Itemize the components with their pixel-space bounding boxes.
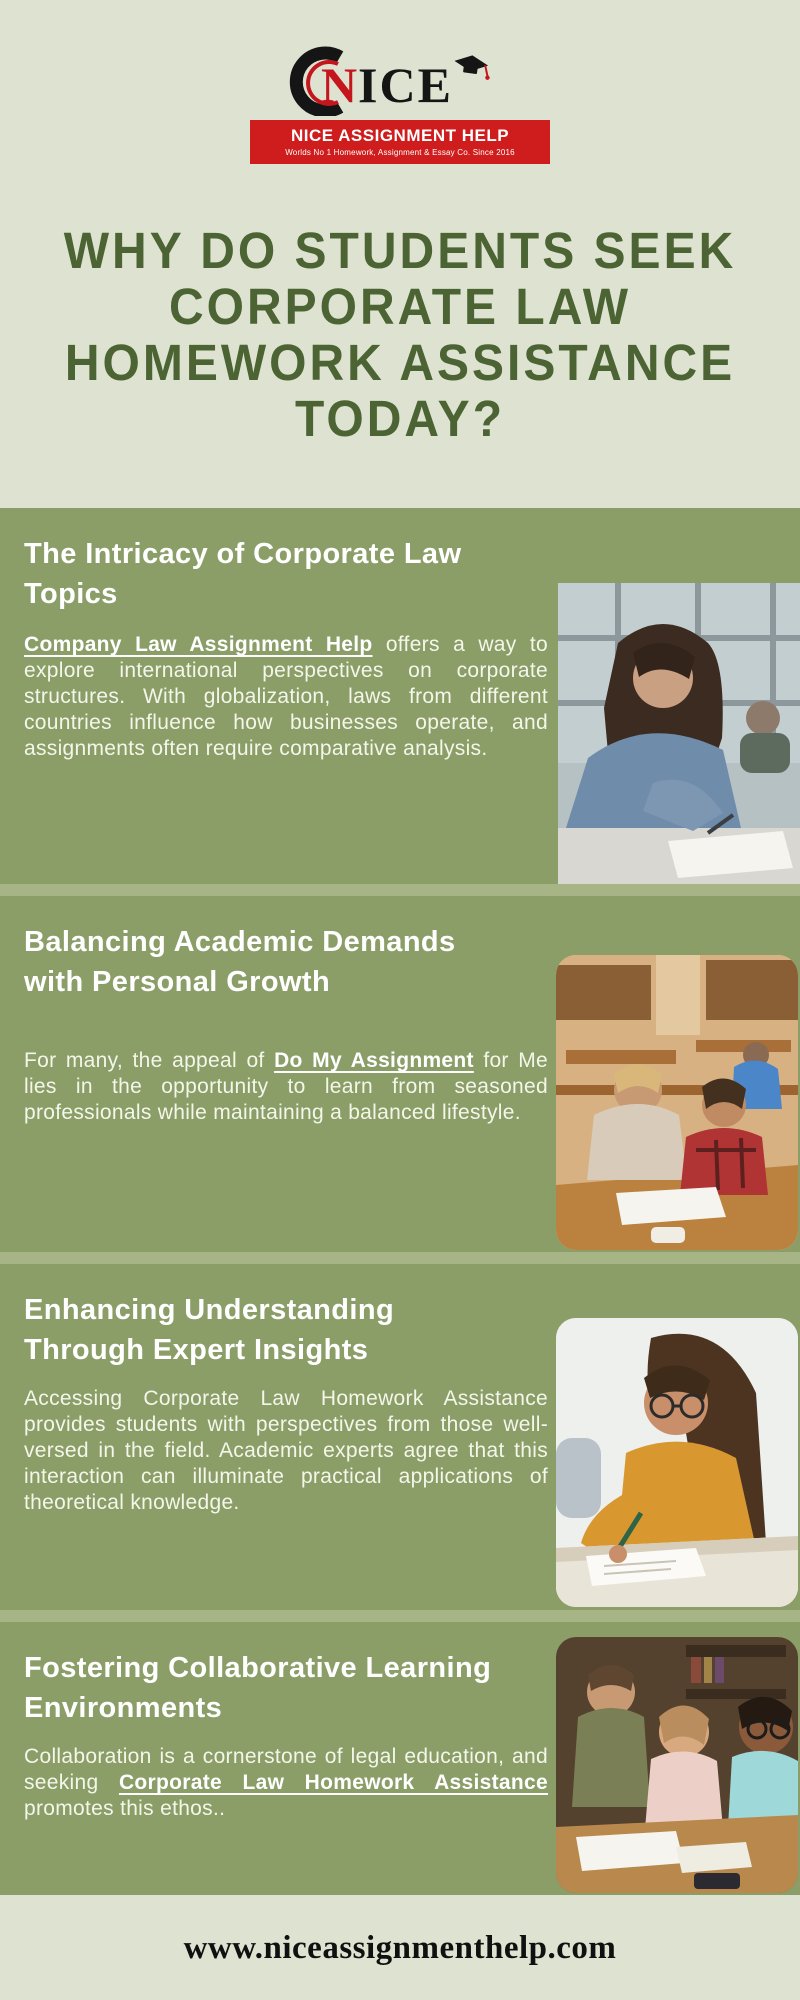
section-enhancing-understanding xyxy=(0,1264,800,1610)
section-separator xyxy=(0,1252,800,1264)
section-3-body-text: Accessing Corporate Law Homework Assistance provides students with perspectives from those well-versed in the field. Academic experts agree that this interaction can illuminate practical applications of theoretical knowledge. xyxy=(24,1387,548,1515)
section-separator xyxy=(0,1610,800,1622)
logo-letters-ice: ICE xyxy=(357,57,453,113)
section-4-body-post: promotes this ethos.. xyxy=(24,1797,226,1821)
brand-tagline: Worlds No 1 Homework, Assignment & Essay Co. Since 2016 xyxy=(285,148,515,158)
section-1-heading: The Intricacy of Corporate Law Topics xyxy=(24,538,462,610)
section-3-heading: Enhancing Understanding Through Expert Insights xyxy=(24,1294,395,1366)
section-1-body-text: offers a way to explore international perspectives on corporate structures. With globalization, laws from different countries influence how businesses operate, and assignments often require comparative analysis. xyxy=(24,633,548,761)
page-title-line-4: TODAY? xyxy=(294,391,506,448)
section-fostering-collaboration xyxy=(0,1622,800,1895)
footer xyxy=(0,1930,800,1967)
section-4-heading: Fostering Collaborative Learning Environments xyxy=(24,1652,492,1724)
section-intricacy-of-corporate-law xyxy=(0,508,800,884)
website-link[interactable]: www.niceassignmenthelp.com xyxy=(183,1930,617,1966)
page-title-line-1: WHY DO STUDENTS SEEK xyxy=(63,223,737,280)
brand-logo xyxy=(0,44,800,164)
page-title-line-3: HOMEWORK ASSISTANCE xyxy=(64,335,736,392)
section-2-body-post: for Me lies in the opportunity to learn from seasoned professionals while maintaining a balanced lifestyle. xyxy=(24,1049,548,1125)
photo-student-in-glasses-taking-notes xyxy=(556,1318,798,1607)
brand-banner xyxy=(250,120,550,164)
company-law-assignment-help-link[interactable]: Company Law Assignment Help xyxy=(24,633,373,656)
photo-students-studying-in-library xyxy=(556,955,798,1250)
section-1-body xyxy=(24,632,548,762)
section-balancing-academic-demands xyxy=(0,896,800,1252)
section-2-heading: Balancing Academic Demands with Personal Growth xyxy=(24,926,456,998)
brand-banner-text: NICE ASSIGNMENT HELP xyxy=(290,125,510,145)
section-3-body xyxy=(24,1386,548,1516)
logo-letter-n: N xyxy=(320,57,357,113)
nice-logo-icon xyxy=(288,44,513,116)
do-my-assignment-link[interactable]: Do My Assignment xyxy=(274,1049,474,1072)
section-4-body xyxy=(24,1744,548,1822)
section-2-body-pre: For many, the appeal of xyxy=(24,1049,275,1072)
page-title-line-2: CORPORATE LAW xyxy=(168,279,632,336)
graduation-cap-icon xyxy=(452,53,492,80)
corporate-law-homework-assistance-link[interactable]: Corporate Law Homework Assistance xyxy=(118,1771,548,1795)
page-title xyxy=(0,224,800,448)
section-4-body-pre: Collaboration is a cornerstone of legal education, and seeking xyxy=(24,1745,548,1795)
section-separator xyxy=(0,884,800,896)
section-2-body xyxy=(24,1048,548,1126)
sections-container xyxy=(0,508,800,1895)
photo-students-collaborating-at-table xyxy=(556,1637,798,1893)
photo-student-writing-in-classroom xyxy=(558,583,800,884)
